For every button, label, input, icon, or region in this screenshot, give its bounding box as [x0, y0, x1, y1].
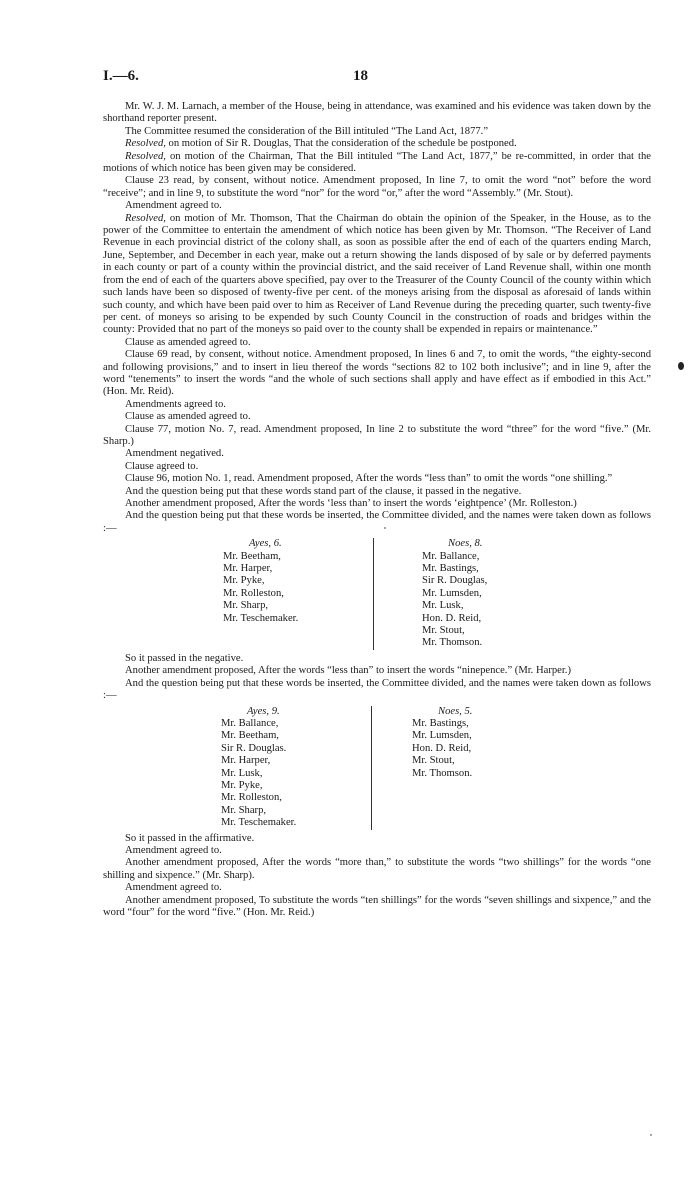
minutes-paragraph: Resolved, on motion of Mr. Thomson, That the Chairman do obtain the opinion of the Speaker, in the House, as to the power of the Committee to entertain the amendment of which notice has been given by Mr. Thomson. “The Receiver of Land Revenue in each provincial district of the colony shall, as soon as possible after the end of each of the quarters ending March, June, September, and December in each year, make out a return showing the lands disposed of by sale or by deferred payments in each county or part of a county within the provincial district, and the said receiver of Land Revenue shall, within one month from the end of each of the quarters above specified, pay over to the Treasurer of the County Council of the county within which such lands have been so disposed of twenty-five per cent. of the moneys arising from the disposal as aforesaid of lands within such county, and which have been paid over to him as Receiver of Land Revenue during the preceding quarter, such twenty-five per cent. of moneys so arising to be expended by such County Council in the construction of roads and bridges within the county: Provided that no part of the moneys so paid over to the county shall be expended in repairs or maintenance.” — [103, 212, 651, 336]
minutes-paragraph: So it passed in the negative. — [125, 652, 244, 664]
minutes-paragraph: Another amendment proposed, After the words “less than” to insert the words “ninepence.” (Mr. Harper.) — [125, 665, 571, 677]
ayes-names — [221, 718, 371, 830]
member-name: Mr. Harper, — [221, 755, 271, 767]
minutes-paragraph: Amendment agreed to. — [125, 844, 222, 856]
ayes-heading: Ayes, 9. — [247, 705, 280, 717]
noes-heading: Noes, 5. — [438, 705, 473, 717]
minutes-paragraph: The Committee resumed the consideration of the Bill intituled “The Land Act, 1877.” — [125, 125, 489, 137]
noes-heading: Noes, 8. — [448, 538, 483, 550]
noes-names — [412, 718, 562, 780]
page-number: 18 — [353, 68, 368, 84]
minutes-paragraph: Clause 69 read, by consent, without notice. Amendment proposed, In lines 6 and 7, to omit the words, “the eighty-second and following provisions,” and to insert in lieu thereof the words “sections 82 to 102 both inclusive”; and in line 9, after the word “tenements” to insert the words “and the whole of such sections shall apply and have effect as if embodied in this Act.” (Hon. Mr. Reid). — [103, 349, 651, 398]
minutes-paragraph: Clause as amended agreed to. — [125, 336, 251, 348]
minutes-middle — [103, 653, 651, 703]
member-name: Mr. Harper, — [223, 563, 273, 575]
ayes-heading: Ayes, 6. — [249, 538, 282, 550]
minutes-paragraph: Clause agreed to. — [125, 460, 199, 472]
member-name: Mr. Lumsden, — [422, 587, 482, 599]
member-name: Sir R. Douglas, — [422, 575, 488, 587]
minutes-paragraph: Amendment negatived. — [125, 448, 224, 460]
minutes-paragraph: So it passed in the affirmative. — [125, 832, 255, 844]
member-name: Mr. Sharp, — [223, 600, 269, 612]
minutes-paragraph: And the question being put that these words be inserted, the Committee divided, and the names were taken down as follows :— — [103, 677, 651, 702]
member-name: Mr. Bastings, — [412, 717, 469, 729]
member-name: Mr. Lusk, — [221, 767, 263, 779]
document-id: I.—6. — [103, 68, 139, 84]
page-body — [103, 101, 651, 919]
member-name: Sir R. Douglas. — [221, 742, 287, 754]
division-list-2 — [103, 706, 651, 830]
minutes-paragraph: Amendment agreed to. — [125, 200, 222, 212]
member-name: Mr. Bastings, — [422, 563, 479, 575]
margin-mark — [678, 362, 684, 370]
member-name: Mr. Stout, — [422, 625, 465, 637]
member-name: Mr. Thomson. — [422, 637, 483, 649]
member-name: Mr. Lusk, — [422, 600, 464, 612]
member-name: Mr. Teschemaker. — [223, 612, 299, 624]
member-name: Mr. Stout, — [412, 755, 455, 767]
minutes-paragraph: Mr. W. J. M. Larnach, a member of the House, being in attendance, was examined and his evidence was taken down by the shorthand reporter present. — [103, 101, 651, 125]
division-list-1 — [103, 538, 651, 650]
minutes-paragraph: Clause 96, motion No. 1, read. Amendment proposed, After the words “less than” to omit the words “one shilling.” — [125, 473, 613, 485]
member-name: Mr. Rolleston, — [223, 587, 284, 599]
minutes-paragraph: Resolved, on motion of the Chairman, That the Bill intituled “The Land Act, 1877,” be re-committed, in order that the motions of which notice has been given may be considered. — [103, 150, 651, 175]
ayes-names — [223, 551, 373, 625]
member-name: Mr. Beetham, — [223, 550, 281, 562]
member-name: Mr. Ballance, — [221, 717, 279, 729]
member-name: Mr. Pyke, — [223, 575, 265, 587]
member-name: Hon. D. Reid, — [412, 742, 472, 754]
ayes-column — [223, 538, 373, 650]
ayes-column — [221, 706, 371, 830]
minutes-paragraph: Clause as amended agreed to. — [125, 411, 251, 423]
member-name: Mr. Pyke, — [221, 779, 263, 791]
speck — [650, 1134, 652, 1136]
noes-column — [373, 538, 572, 650]
minutes-paragraph: Another amendment proposed, After the words ‘less than’ to insert the words ‘eightpence’ (Mr. Rolleston.) — [125, 498, 577, 509]
member-name: Mr. Teschemaker. — [221, 817, 297, 829]
minutes-bottom — [103, 833, 651, 920]
minutes-top — [103, 101, 651, 535]
speck — [384, 527, 386, 529]
minutes-paragraph: Another amendment proposed, After the words “more than,” to substitute the words “two shillings” for the words “one shilling and sixpence.” (Mr. Sharp). — [103, 857, 651, 881]
member-name: Mr. Sharp, — [221, 804, 267, 816]
member-name: Mr. Rolleston, — [221, 792, 282, 804]
minutes-paragraph: Amendments agreed to. — [125, 398, 226, 410]
member-name: Hon. D. Reid, — [422, 612, 482, 624]
member-name: Mr. Thomson. — [412, 767, 473, 779]
minutes-paragraph: Another amendment proposed, To substitute the words “ten shillings” for the words “seven shillings and sixpence,” and the word “four” for the word “five.” (Hon. Mr. Reid.) — [103, 894, 651, 918]
page-header — [103, 70, 597, 88]
minutes-paragraph: Clause 23 read, by consent, without notice. Amendment proposed, In line 7, to omit the word “not” before the word “receive”; and in line 9, to substitute the word “nor” for the word “or,” after the word “Assembly.” (Mr. Stout). — [103, 175, 651, 199]
minutes-paragraph: Clause 77, motion No. 7, read. Amendment proposed, In line 2 to substitute the word “three” for the word “five.” (Mr. Sharp.) — [103, 423, 651, 447]
member-name: Mr. Ballance, — [422, 550, 480, 562]
minutes-paragraph: And the question being put that these words stand part of the clause, it passed in the negative. — [125, 485, 522, 497]
minutes-paragraph: And the question being put that these words be inserted, the Committee divided, and the names were taken down as follows :— — [103, 510, 651, 534]
noes-column — [371, 706, 562, 830]
member-name: Mr. Lumsden, — [412, 730, 472, 742]
noes-names — [422, 551, 572, 650]
minutes-paragraph: Amendment agreed to. — [125, 882, 222, 894]
minutes-paragraph: Resolved, on motion of Sir R. Douglas, That the consideration of the schedule be postponed. — [125, 138, 517, 150]
member-name: Mr. Beetham, — [221, 730, 279, 742]
